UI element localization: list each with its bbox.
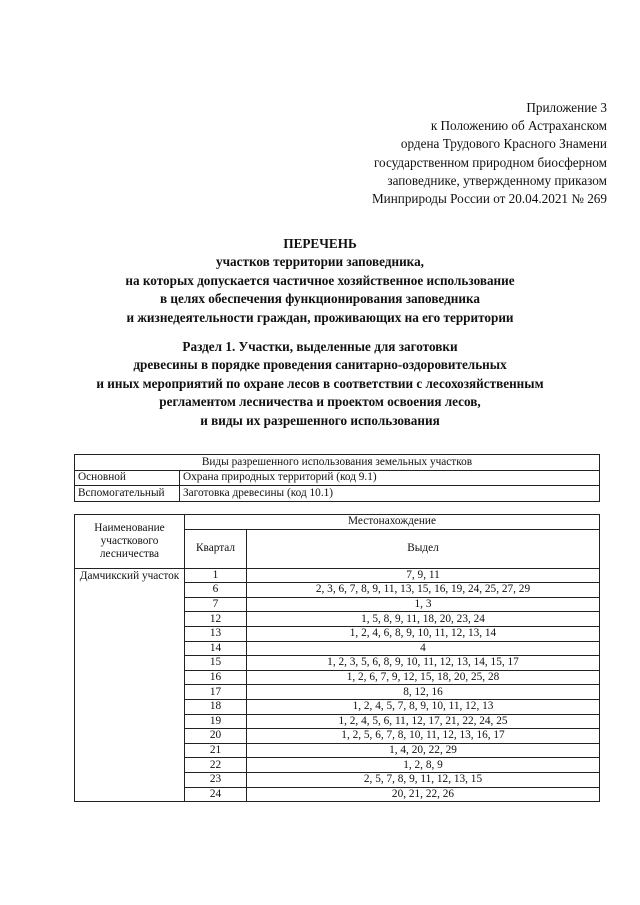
quarter-cell: 21 xyxy=(185,743,247,758)
quarter-cell: 13 xyxy=(185,626,247,641)
title-line: участков территории заповедника, xyxy=(216,254,424,270)
quarter-cell: 6 xyxy=(185,583,247,598)
vydel-cell: 2, 3, 6, 7, 8, 9, 11, 13, 15, 16, 19, 24, 25, 27, 29 xyxy=(247,583,600,598)
section-line: и виды их разрешенного использования xyxy=(200,412,440,428)
vydel-cell: 20, 21, 22, 26 xyxy=(247,787,600,802)
forestry-name-cell: Дамчикский участок xyxy=(75,568,185,802)
quarter-cell: 12 xyxy=(185,612,247,627)
section-line: древесины в порядке проведения санитарно-оздоровительных xyxy=(133,357,507,373)
quarter-cell: 16 xyxy=(185,670,247,685)
title-line: в целях обеспечения функционирования заповедника xyxy=(160,291,480,307)
quarter-cell: 19 xyxy=(185,714,247,729)
section-line: регламентом лесничества и проектом освоения лесов, xyxy=(159,394,481,410)
appendix-line: заповеднике, утвержденному приказом xyxy=(387,172,607,188)
quarter-cell: 24 xyxy=(185,787,247,802)
vydel-cell: 1, 3 xyxy=(247,597,600,612)
appendix-line: к Положению об Астраханском xyxy=(430,118,607,134)
vydel-cell: 1, 2, 4, 6, 8, 9, 10, 11, 12, 13, 14 xyxy=(247,626,600,641)
table-header-row xyxy=(75,455,600,471)
quarter-cell: 20 xyxy=(185,729,247,744)
quarter-cell: 14 xyxy=(185,641,247,656)
vydel-cell: 1, 4, 20, 22, 29 xyxy=(247,743,600,758)
table-header-row xyxy=(75,515,600,530)
quarter-cell: 7 xyxy=(185,597,247,612)
document-title xyxy=(0,235,640,327)
table-row xyxy=(75,470,600,486)
vydel-cell: 1, 2, 5, 6, 7, 8, 10, 11, 12, 13, 16, 17 xyxy=(247,729,600,744)
vydel-cell: 2, 5, 7, 8, 9, 11, 12, 13, 15 xyxy=(247,772,600,787)
vydel-cell: 1, 2, 8, 9 xyxy=(247,758,600,773)
section-line: и иных мероприятий по охране лесов в соответствии с лесохозяйственным xyxy=(96,375,544,391)
location-table xyxy=(74,514,600,802)
quarter-cell: 15 xyxy=(185,656,247,671)
location-header: Местонахождение xyxy=(185,515,600,530)
appendix-line: Минприроды России от 20.04.2021 № 269 xyxy=(371,191,607,207)
quarter-cell: 17 xyxy=(185,685,247,700)
title-line: и жизнедеятельности граждан, проживающих на его территории xyxy=(126,309,514,325)
use-kind-cell: Основной xyxy=(75,470,180,486)
permitted-use-table xyxy=(74,454,600,502)
quarter-cell: 23 xyxy=(185,772,247,787)
quarter-cell: 22 xyxy=(185,758,247,773)
vydel-cell: 4 xyxy=(247,641,600,656)
appendix-line: ордена Трудового Красного Знамени xyxy=(400,136,607,152)
vydel-cell: 1, 5, 8, 9, 11, 18, 20, 23, 24 xyxy=(247,612,600,627)
vydel-cell: 1, 2, 4, 5, 7, 8, 9, 10, 11, 12, 13 xyxy=(247,699,600,714)
vydel-cell: 1, 2, 3, 5, 6, 8, 9, 10, 11, 12, 13, 14, 15, 17 xyxy=(247,656,600,671)
vydel-header: Выдел xyxy=(247,529,600,568)
use-value-cell: Заготовка древесины (код 10.1) xyxy=(180,486,600,502)
table-row xyxy=(75,486,600,502)
use-kind-cell: Вспомогательный xyxy=(75,486,180,502)
title-line: на которых допускается частичное хозяйственное использование xyxy=(125,272,515,288)
section-line: Раздел 1. Участки, выделенные для заготовки xyxy=(182,339,458,354)
quarter-cell: 18 xyxy=(185,699,247,714)
quarter-cell: 1 xyxy=(185,568,247,583)
vydel-cell: 1, 2, 4, 5, 6, 11, 12, 17, 21, 22, 24, 25 xyxy=(247,714,600,729)
vydel-cell: 8, 12, 16 xyxy=(247,685,600,700)
title-line: ПЕРЕЧЕНЬ xyxy=(283,236,357,251)
appendix-header xyxy=(372,99,607,208)
permitted-use-header: Виды разрешенного использования земельных участков xyxy=(75,455,600,471)
section-heading xyxy=(0,338,640,430)
forestry-name-header: Наименование участкового лесничества xyxy=(75,515,185,569)
vydel-cell: 1, 2, 6, 7, 9, 12, 15, 18, 20, 25, 28 xyxy=(247,670,600,685)
table-row xyxy=(75,568,600,583)
vydel-cell: 7, 9, 11 xyxy=(247,568,600,583)
appendix-line: государственном природном биосферном xyxy=(373,154,607,170)
appendix-line: Приложение 3 xyxy=(526,100,607,115)
quarter-header: Квартал xyxy=(185,529,247,568)
use-value-cell: Охрана природных территорий (код 9.1) xyxy=(180,470,600,486)
